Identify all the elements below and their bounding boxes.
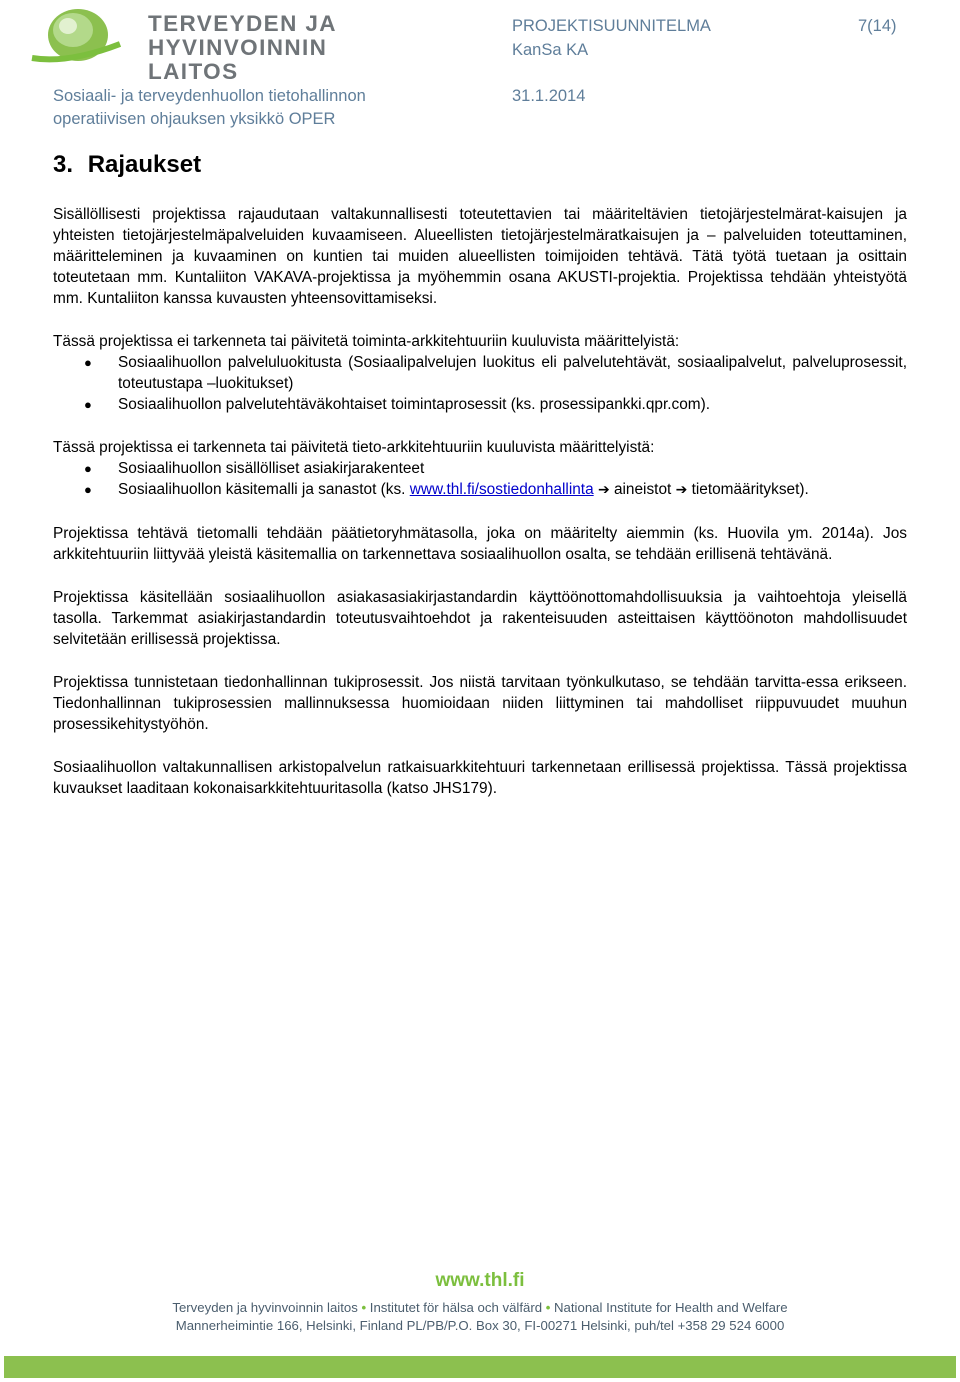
- body-content: [53, 204, 907, 821]
- list-item: [53, 394, 907, 415]
- footer-separator-icon: •: [545, 1300, 551, 1315]
- footer-name-fi: Terveyden ja hyvinvoinnin laitos: [172, 1300, 358, 1315]
- footer-name-sv: Institutet för hälsa och välfärd: [369, 1300, 543, 1315]
- list-item: [53, 458, 907, 479]
- doc-id: KanSa KA: [512, 41, 589, 59]
- org-name-line1: TERVEYDEN JA: [148, 11, 337, 36]
- thl-leaf-icon: [28, 4, 128, 66]
- footer-names: [0, 1300, 960, 1315]
- list-item: [53, 352, 907, 394]
- unit-line2: operatiivisen ohjauksen yksikkö OPER: [53, 110, 336, 128]
- paragraph-4: Projektissa tehtävä tietomalli tehdään päätietoryhmätasolla, joka on määritelty aiemmin (ks. Huovila ym. 2014a). Jos arkkitehtuuriin liittyvää yleistä käsitemallia on tarkennettava sosiaalihuollon osalta, se tehdään erillisenä tehtävänä.: [53, 525, 907, 563]
- list-tieto: [53, 458, 907, 501]
- page-number: 7(14): [858, 17, 897, 35]
- section-heading: Rajaukset: [87, 151, 202, 178]
- paragraph-1: Sisällöllisesti projektissa rajaudutaan valtakunnallisesti toteutettavien tai määriteltävien tietojärjestelmärat-kaisujen ja yhteisten tietojärjestelmäpalveluiden kuvaamiseen. Alueellisten tietojärjestelmäratkaisujen ja – palveluiden toteuttaminen, määritteleminen ja kuvaaminen on kuntien tai muiden alueellisten toimijoiden tehtävä. Tätä työtä tuetaan ja osittain toteutetaan mm. Kuntaliiton VAKAVA-projektissa ja myöhemmin osana AKUSTI-projektia. Projektissa tehdään yhteistyötä mm. Kuntaliiton kanssa kuvausten yhteensovittamiseksi.: [53, 206, 907, 307]
- unit-line1: Sosiaali- ja terveydenhuollon tietohallinnon: [53, 87, 366, 105]
- arrow-right-icon: ➔: [597, 482, 610, 498]
- list-item-text: Sosiaalihuollon palvelutehtäväkohtaiset toimintaprosessit (ks. prosessipankki.qpr.com).: [118, 396, 710, 413]
- paragraph-6: Projektissa tunnistetaan tiedonhallinnan tukiprosessit. Jos niistä tarvitaan työnkulkutaso, se tehdään tarvitta-essa erikseen. Tiedonhallinnan tukiprosessien mallinnuksessa huomioidaan niiden liittyminen tai mahdolliset riippuvuudet muuhun prosessikehitystyöhön.: [53, 674, 907, 733]
- bullet-icon: ●: [84, 397, 92, 412]
- list-toiminta: [53, 352, 907, 415]
- footer-green-bar: [4, 1356, 956, 1378]
- paragraph-2: Tässä projektissa ei tarkenneta tai päivitetä toiminta-arkkitehtuuriin kuuluvista määrittelyistä:: [53, 333, 680, 350]
- bullet-icon: ●: [84, 355, 92, 370]
- paragraph-3: Tässä projektissa ei tarkenneta tai päivitetä tieto-arkkitehtuuriin kuuluvista määrittelyistä:: [53, 439, 655, 456]
- bullet-icon: ●: [84, 461, 92, 476]
- arrow-right-icon: ➔: [675, 482, 688, 498]
- footer-name-en: National Institute for Health and Welfare: [554, 1300, 788, 1315]
- list-item-text-mid: aineistot: [613, 481, 672, 498]
- thl-logo: [28, 4, 378, 84]
- list-item-text-post: tietomääritykset).: [691, 481, 809, 498]
- section-title: [53, 151, 201, 179]
- list-item-text: Sosiaalihuollon sisällölliset asiakirjarakenteet: [118, 460, 425, 477]
- bullet-icon: ●: [84, 482, 92, 497]
- doc-date: 31.1.2014: [512, 87, 586, 105]
- org-name-line2: HYVINVOINNIN LAITOS: [148, 35, 328, 84]
- footer-address: Mannerheimintie 166, Helsinki, Finland PL/PB/P.O. Box 30, FI-00271 Helsinki, puh/tel +358 29 524 6000: [175, 1318, 785, 1333]
- paragraph-7: Sosiaalihuollon valtakunnallisen arkistopalvelun ratkaisuarkkitehtuuri tarkennetaan erillisessä projektissa. Tässä projektissa kuvaukset laaditaan kokonaisarkkitehtuuritasolla (katso JHS179).: [53, 759, 907, 797]
- section-number: 3.: [53, 151, 74, 178]
- doc-type: PROJEKTISUUNNITELMA: [512, 17, 711, 35]
- list-item-text: Sosiaalihuollon palveluluokitusta (Sosiaalipalvelujen luokitus eli palvelutehtävät, sosiaalipalvelut, palveluprosessit, toteutustapa –luokitukset): [118, 354, 907, 392]
- sostiedonhallinta-link[interactable]: www.thl.fi/sostiedonhallinta: [409, 481, 594, 498]
- list-item-text-pre: Sosiaalihuollon käsitemalli ja sanastot (ks.: [118, 481, 406, 498]
- org-name: [148, 12, 378, 84]
- footer-website: www.thl.fi: [435, 1270, 525, 1291]
- paragraph-5: Projektissa käsitellään sosiaalihuollon asiakasasiakirjastandardin käyttöönottomahdollisuuksia ja vaihtoehtoja yleisellä tasolla. Tarkemmat asiakirjastandardin toteutusvaihtoehdot ja rakenteisuuden asteittaisen käyttöönoton mahdollisuudet selvitetään erillisessä projektissa.: [53, 589, 907, 648]
- footer-separator-icon: •: [361, 1300, 367, 1315]
- list-item: [53, 479, 907, 501]
